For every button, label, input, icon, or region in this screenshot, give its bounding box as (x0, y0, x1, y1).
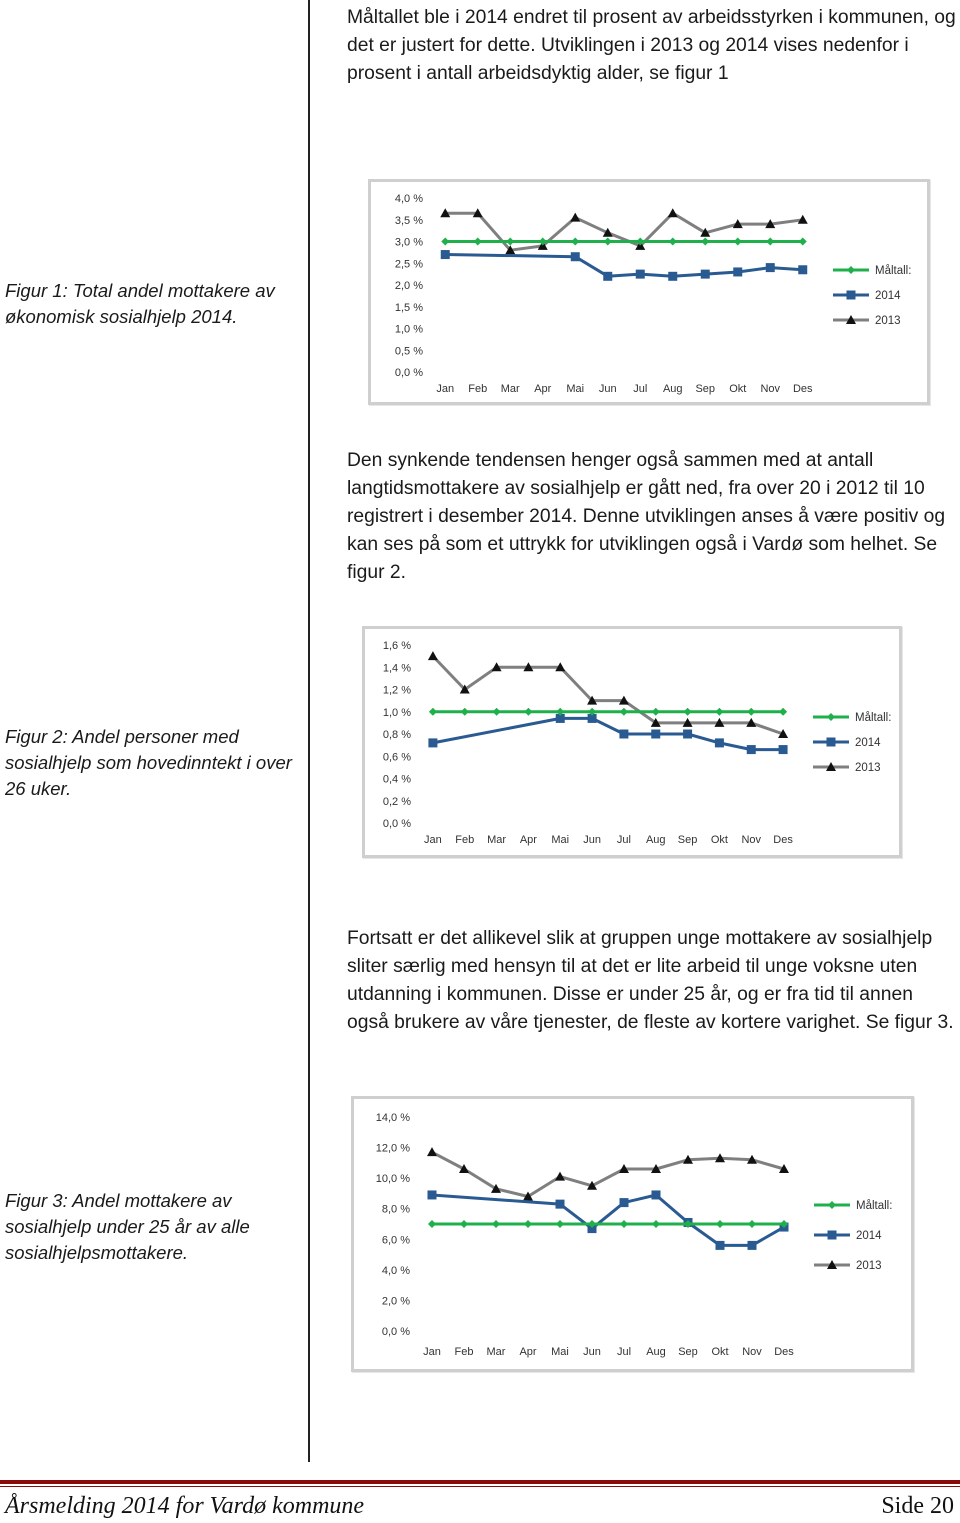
series-line (432, 1195, 784, 1245)
x-tick-label: Okt (729, 383, 747, 395)
footer-rule-thin (0, 1486, 960, 1487)
x-tick-label: Mai (551, 1346, 569, 1358)
y-tick-label: 0,2 % (382, 795, 411, 808)
x-tick-label: Nov (741, 834, 762, 846)
data-point (620, 1198, 629, 1207)
series-line (445, 213, 803, 250)
x-tick-label: Jun (583, 834, 601, 846)
x-tick-label: Apr (519, 1346, 537, 1358)
data-point (619, 730, 628, 739)
data-point (748, 1220, 756, 1228)
footer-rule (0, 1480, 960, 1484)
y-tick-label: 1,2 % (382, 684, 411, 697)
y-tick-label: 1,5 % (394, 301, 423, 314)
data-point (474, 238, 482, 246)
paragraph-young: Fortsatt er det allikevel slik at gruppen unge mottakere av sosialhjelp sliter særlig med hensyn til at det er lite arbeid til unge voksne uten utdanning i kommunen. Disse er under 25 år, og er fra tid til annen også brukere av våre tjenester, de fleste av kortere varighet. Se figur 3. (347, 928, 954, 1033)
y-tick-label: 0,6 % (382, 751, 411, 764)
legend-marker (847, 291, 856, 300)
y-tick-label: 3,5 % (394, 214, 423, 227)
legend-item-2014 (814, 1230, 882, 1242)
legend-item-maltall (814, 1200, 892, 1212)
data-point (684, 708, 692, 716)
data-point (747, 708, 755, 716)
data-point (715, 738, 724, 747)
legend-item-2014 (813, 737, 881, 749)
data-point (428, 738, 437, 747)
footer-title: Årsmelding 2014 for Vardø kommune (5, 1493, 365, 1519)
x-tick-label: Feb (454, 1346, 474, 1358)
series-line (433, 656, 783, 734)
series-maltall (429, 708, 787, 716)
x-tick-label: Jul (616, 834, 631, 846)
legend-marker (827, 713, 835, 721)
x-tick-label: Aug (662, 383, 683, 395)
legend-label: 2013 (875, 315, 901, 327)
data-point (701, 238, 709, 246)
data-point (779, 745, 788, 754)
data-point (493, 708, 501, 716)
x-tick-label: Sep (677, 834, 698, 846)
data-point (747, 745, 756, 754)
data-point (734, 238, 742, 246)
x-tick-label: Jul (616, 1346, 632, 1358)
y-tick-label: 2,0 % (381, 1295, 410, 1308)
x-tick-label: Sep (695, 383, 716, 395)
data-point (556, 1220, 564, 1228)
data-point (428, 1220, 436, 1228)
x-tick-label: Mai (566, 383, 585, 395)
x-tick-label: Jan (424, 834, 442, 846)
y-tick-label: 0,8 % (382, 729, 411, 741)
legend-marker (827, 738, 836, 747)
x-tick-label: Mar (487, 834, 507, 846)
paragraph-intro: Måltallet ble i 2014 endret til prosent av arbeidsstyrken i kommunen, og det er justert for dette. Utviklingen i 2013 og 2014 vises nedenfor i prosent i antall arbeidsdyktig alder, se figur 1 (347, 7, 956, 84)
x-tick-label: Aug (645, 834, 666, 846)
data-point (428, 1190, 437, 1199)
data-point (427, 1147, 437, 1156)
series-2014 (428, 714, 787, 754)
figure-2-chart (362, 626, 902, 858)
data-point (798, 265, 807, 274)
figure-2-caption: Figur 2: Andel personer med sosialhjelp som hovedinntekt i over 26 uker. (5, 726, 292, 799)
figure-3-caption: Figur 3: Andel mottakere av sosialhjelp under 25 år av alle sosialhjelpsmottakere. (5, 1190, 250, 1263)
x-tick-label: Mar (500, 383, 520, 395)
legend-item-2013 (814, 1260, 882, 1272)
x-tick-label: Okt (710, 834, 728, 846)
data-point (668, 272, 677, 281)
x-tick-label: Jun (598, 383, 617, 395)
legend-item-2013 (813, 762, 881, 774)
series-2013 (440, 208, 808, 254)
y-tick-label: 12,0 % (375, 1142, 410, 1155)
legend-item-2013 (833, 315, 901, 327)
data-point (716, 1220, 724, 1228)
figure-3-chart (351, 1096, 914, 1372)
x-tick-label: Nov (742, 1346, 762, 1358)
legend-label: 2013 (856, 1260, 882, 1272)
data-point (461, 708, 469, 716)
legend-item-maltall (813, 712, 891, 724)
data-point (570, 213, 580, 222)
x-tick-label: Mai (551, 834, 570, 846)
data-point (524, 1220, 532, 1228)
x-tick-label: Des (792, 383, 813, 395)
data-point (441, 238, 449, 246)
y-tick-label: 2,5 % (394, 258, 423, 271)
y-tick-label: 14,0 % (375, 1112, 410, 1124)
data-point (669, 238, 677, 246)
legend-label: 2013 (855, 762, 881, 774)
data-point (652, 708, 660, 716)
data-point (620, 708, 628, 716)
data-point (668, 208, 678, 217)
y-tick-label: 3,0 % (394, 236, 423, 249)
legend-label: Måltall: (855, 712, 892, 724)
y-tick-label: 1,4 % (382, 662, 411, 675)
data-point (716, 1241, 725, 1250)
x-tick-label: Sep (678, 1346, 698, 1358)
y-tick-label: 0,4 % (382, 773, 411, 786)
data-point (603, 272, 612, 281)
y-tick-label: 10,0 % (375, 1173, 410, 1186)
data-point (604, 238, 612, 246)
y-tick-label: 0,0 % (382, 818, 411, 830)
x-tick-label: Jan (423, 1346, 441, 1358)
y-tick-label: 1,6 % (382, 640, 411, 652)
data-point (652, 1220, 660, 1228)
data-point (683, 730, 692, 739)
data-point (652, 1190, 661, 1199)
x-tick-label: Jul (633, 383, 648, 395)
paragraph-longterm: Den synkende tendensen henger også sammen med at antall langtidsmottakere av sosialhjelp er gått ned, fra over 20 i 2012 til 10 registrert i desember 2014. Denne utviklingen anses å være positiv og kan ses på som et uttrykk for utviklingen også i Vardø som helhet. Se figur 2. (347, 450, 946, 583)
legend-label: 2014 (856, 1230, 882, 1242)
data-point (733, 267, 742, 276)
figure-1-chart (368, 179, 930, 405)
series-line (445, 255, 803, 277)
x-tick-label: Feb (455, 834, 475, 846)
data-point (429, 708, 437, 716)
x-tick-label: Des (774, 1346, 794, 1358)
data-point (428, 651, 438, 660)
x-tick-label: Mar (486, 1346, 506, 1358)
data-point (620, 1220, 628, 1228)
y-tick-label: 4,0 % (394, 193, 423, 205)
y-tick-label: 4,0 % (381, 1264, 410, 1277)
x-tick-label: Okt (711, 1346, 729, 1358)
y-tick-label: 8,0 % (381, 1203, 410, 1216)
legend-item-maltall (833, 265, 911, 277)
series-2014 (441, 250, 808, 281)
legend-item-2014 (833, 290, 901, 302)
y-tick-label: 0,5 % (394, 345, 423, 358)
series-2014 (428, 1190, 789, 1249)
x-tick-label: Jan (436, 383, 455, 395)
y-tick-label: 2,0 % (394, 280, 423, 292)
data-point (651, 730, 660, 739)
data-point (524, 708, 532, 716)
legend-marker (847, 266, 855, 274)
legend-marker (828, 1231, 837, 1240)
x-tick-label: Nov (760, 383, 781, 395)
data-point (460, 1220, 468, 1228)
x-tick-label: Apr (534, 383, 552, 395)
data-point (779, 708, 787, 716)
data-point (636, 270, 645, 279)
x-tick-label: Aug (646, 1346, 666, 1358)
y-tick-label: 0,0 % (394, 367, 423, 379)
y-tick-label: 1,0 % (382, 706, 411, 719)
data-point (556, 1200, 565, 1209)
data-point (766, 263, 775, 272)
legend-marker (828, 1201, 836, 1209)
data-point (799, 238, 807, 246)
legend-label: Måltall: (875, 265, 912, 277)
legend-label: 2014 (875, 290, 901, 302)
page-number: Side 20 (881, 1493, 954, 1519)
series-maltall (428, 1220, 788, 1228)
data-point (715, 708, 723, 716)
data-point (701, 270, 710, 279)
series-2013 (427, 1147, 789, 1200)
data-point (748, 1241, 757, 1250)
y-tick-label: 1,0 % (394, 323, 423, 336)
legend-label: Måltall: (856, 1200, 893, 1212)
data-point (441, 250, 450, 259)
series-line (432, 1152, 784, 1196)
y-tick-label: 6,0 % (381, 1234, 410, 1247)
x-tick-label: Apr (519, 834, 537, 846)
data-point (766, 238, 774, 246)
y-tick-label: 0,0 % (381, 1326, 410, 1338)
legend-label: 2014 (855, 737, 881, 749)
x-tick-label: Jun (583, 1346, 601, 1358)
x-tick-label: Des (773, 834, 793, 846)
figure-1-caption: Figur 1: Total andel mottakere av økonomisk sosialhjelp 2014. (5, 280, 275, 327)
data-point (506, 238, 514, 246)
x-tick-label: Feb (468, 383, 488, 395)
data-point (492, 1220, 500, 1228)
data-point (571, 252, 580, 261)
margin-divider-line (308, 0, 310, 1462)
data-point (571, 238, 579, 246)
